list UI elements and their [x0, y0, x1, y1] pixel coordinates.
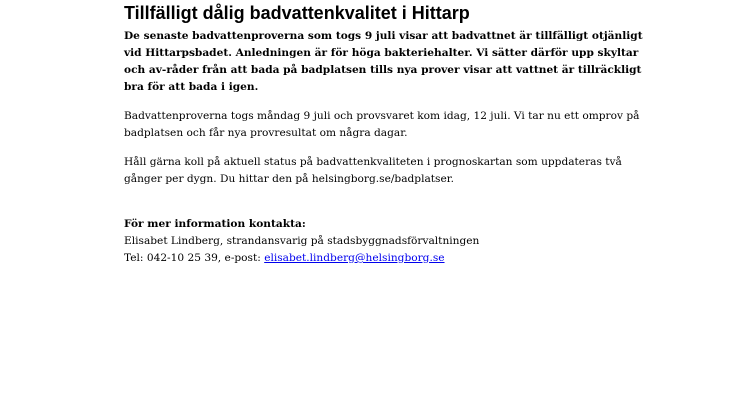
body-paragraph-sampling: Badvattenproverna togs måndag 9 juli och provsvaret kom idag, 12 juli. Vi tar nu ett omprov på badplatsen och får nya provresultat om några dagar.	[124, 110, 640, 139]
contact-details	[124, 250, 654, 267]
email-link[interactable]: elisabet.lindberg@helsingborg.se	[264, 252, 445, 264]
page-title: Tillfälligt dålig badvattenkvalitet i Hittarp	[124, 3, 470, 23]
document	[124, 2, 654, 267]
lead-paragraph: De senaste badvattenproverna som togs 9 juli visar att badvattnet är tillfälligt otjänligt vid Hittarpsbadet. Anledningen är för höga bakteriehalter. Vi sätter därför upp skyltar och av-råder från att bada på badplatsen tills nya prover visar att vattnet är tillräckligt bra för att bada i igen.	[124, 30, 643, 93]
contact-block	[124, 216, 654, 267]
body-paragraph-status: Håll gärna koll på aktuell status på badvattenkvaliteten i prognoskartan som uppdateras två gånger per dygn. Du hittar den på helsingborg.se/badplatser.	[124, 156, 622, 185]
contact-phone: Tel: 042-10 25 39, e-post:	[124, 252, 265, 264]
contact-name: Elisabet Lindberg, strandansvarig på stadsbyggnadsförvaltningen	[124, 235, 480, 247]
contact-heading: För mer information kontakta:	[124, 218, 306, 230]
